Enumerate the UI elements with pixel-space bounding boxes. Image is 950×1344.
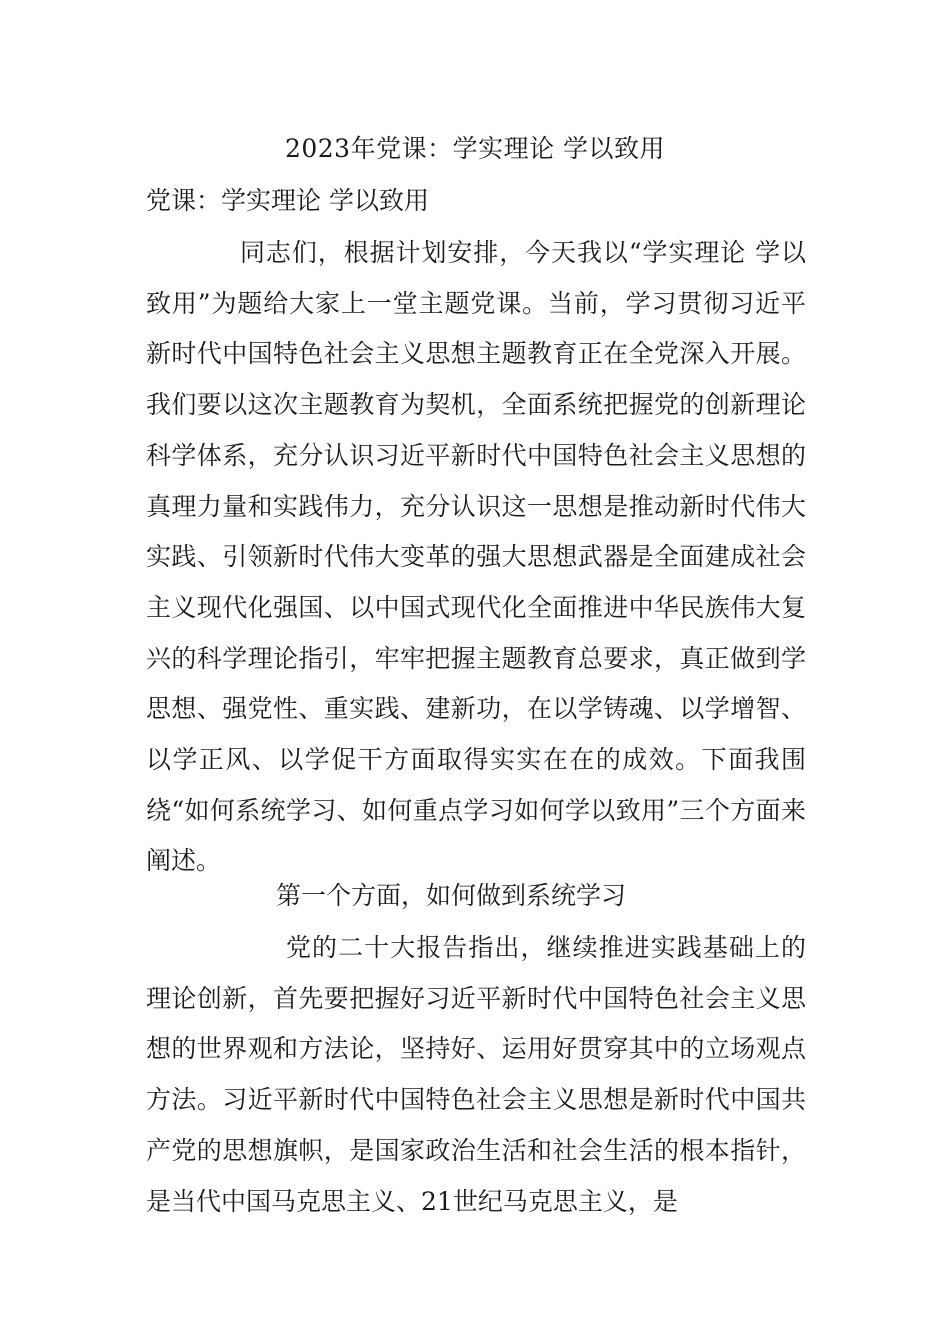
- document-subtitle: 党课：学实理论 学以致用: [146, 186, 429, 215]
- document-title: 2023年党课：学实理论 学以致用: [284, 134, 666, 163]
- body-paragraph-1: 同志们，根据计划安排，今天我以“学实理论 学以致用”为题给大家上一堂主题党课。当前，学习贯彻习近平新时代中国特色社会主义思想主题教育正在全党深入开展。我们要以这次主题教育为契机，全面系统把握党的创新理论科学体系，充分认识习近平新时代中国特色社会主义思想的真理力量和实践伟力，充分认识这一思想是推动新时代伟大实践、引领新时代伟大变革的强大思想武器是全面建成社会主义现代化强国、以中国式现代化全面推进中华民族伟大复兴的科学理论指引，牢牢把握主题教育总要求，真正做到学思想、强党性、重实践、建新功，在以学铸魂、以学增智、以学正风、以学促干方面取得实实在在的成效。下面我围绕“如何系统学习、如何重点学习如何学以致用”三个方面来阐述。: [146, 238, 806, 876]
- section-heading: 第一个方面，如何做到系统学习: [276, 881, 627, 910]
- body-paragraph-2: 党的二十大报告指出，继续推进实践基础上的理论创新，首先要把握好习近平新时代中国特色社会主义思想的世界观和方法论，坚持好、运用好贯穿其中的立场观点方法。习近平新时代中国特色社会主义思想是新时代中国共产党的思想旗帜，是国家政治生活和社会生活的根本指针，是当代中国马克思主义、21世纪马克思主义，是: [146, 933, 806, 1216]
